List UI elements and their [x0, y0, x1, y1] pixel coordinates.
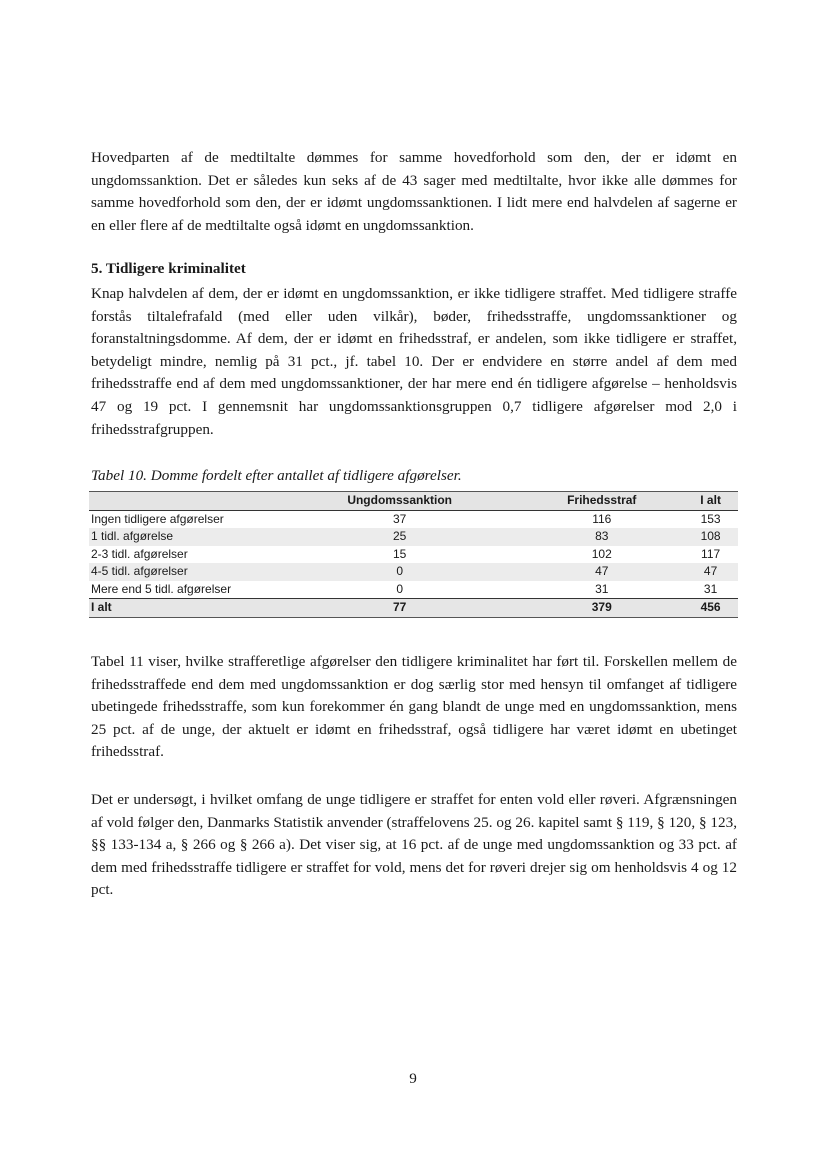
row-label: 1 tidl. afgørelse: [91, 529, 174, 543]
table-total-row: [89, 599, 738, 618]
cell-ungdomssanktion: 15: [392, 546, 407, 561]
total-label: I alt: [89, 599, 279, 618]
table-row: [89, 563, 738, 581]
column-header-i-alt: I alt: [683, 492, 738, 511]
paragraph-medtiltalte: Hovedparten af de medtiltalte dømmes for samme hovedforhold som den, der er idømt en ungdomssanktion. Det er således kun seks af de 43 sager med medtiltalte, hvor ikke alle dømmes for samme hovedforhold som den, der er idømt ungdomssanktionen. I lidt mere end halvdelen af sagerne er en eller flere af de medtiltalte også idømt en ungdomssanktion.: [91, 149, 737, 234]
row-label: 4-5 tidl. afgørelser: [91, 564, 188, 578]
table-10: [89, 491, 738, 618]
cell-i-alt: 153: [700, 511, 721, 526]
cell-ungdomssanktion: 37: [392, 511, 407, 526]
cell-i-alt: 108: [700, 529, 721, 543]
cell-ungdomssanktion: 25: [392, 529, 407, 543]
paragraph-tidligere-kriminalitet: Knap halvdelen af dem, der er idømt en ungdomssanktion, er ikke tidligere straffet. Med tidligere straffe forstås tiltalefrafald (med eller uden vilkår), bøder, frihedsstraffe, ungdomssanktioner og foranstaltningsdomme. Af dem, der er idømt en frihedsstraf, er andelen, som ikke tidligere er straffet, betydeligt mindre, nemlig på 31 pct., jf. tabel 10. Der er endvidere en større andel af dem med frihedsstraffe end af dem med ungdomssanktioner, der har mere end én tidligere afgørelse – henholdsvis 47 og 19 pct. I gennemsnit har ungdomssanktionsgruppen 0,7 tidligere afgørelser mod 2,0 i frihedsstrafgruppen.: [91, 285, 737, 438]
cell-i-alt: 117: [701, 546, 721, 561]
cell-frihedsstraf: 102: [591, 546, 612, 561]
paragraph-vold-roeveri: Det er undersøgt, i hvilket omfang de unge tidligere er straffet for enten vold eller røveri. Afgrænsningen af vold følger den, Danmarks Statistik anvender (straffelovens 25. og 26. kapitel samt § 119, § 120, § 123, §§ 133-134 a, § 266 og § 266 a). Det viser sig, at 16 pct. af de unge med ungdomssanktion og 33 pct. af dem med frihedsstraffe tidligere er straffet for vold, mens det for røveri drejer sig om henholdsvis 4 og 12 pct.: [91, 791, 737, 899]
total-frihedsstraf: 379: [520, 599, 683, 618]
total-i-alt: 456: [683, 599, 738, 618]
table-row: [89, 546, 738, 564]
table-row: [89, 528, 738, 546]
column-header-empty: [89, 492, 279, 511]
page-number: 9: [409, 1070, 417, 1087]
table-row: [89, 510, 738, 528]
section-heading: 5. Tidligere kriminalitet: [91, 260, 246, 277]
cell-i-alt: 31: [703, 581, 718, 596]
row-label: Ingen tidligere afgørelser: [91, 511, 224, 526]
row-label: Mere end 5 tidl. afgørelser: [91, 581, 232, 596]
column-header-ungdomssanktion: Ungdomssanktion: [279, 492, 520, 511]
paragraph-tabel-11: Tabel 11 viser, hvilke strafferetlige afgørelser den tidligere kriminalitet har ført til. Forskellen mellem de frihedsstraffede end dem med ungdomssanktion er dog særlig stor med hensyn til omfanget af tidligere ubetingede frihedsstraffe, som kun forekommer én gang blandt de unge med en ungdomssanktion, mens 25 pct. af de unge, der aktuelt er idømt en frihedsstraf, også tidligere har været idømt en ubetinget frihedsstraf.: [91, 653, 737, 761]
cell-frihedsstraf: 31: [595, 581, 609, 596]
cell-frihedsstraf: 116: [592, 511, 612, 526]
table-header-row: [89, 492, 738, 511]
table-caption: Tabel 10. Domme fordelt efter antallet af tidligere afgørelser.: [91, 467, 462, 484]
cell-ungdomssanktion: 0: [396, 581, 403, 596]
cell-ungdomssanktion: 0: [396, 564, 403, 578]
cell-i-alt: 47: [703, 564, 718, 578]
cell-frihedsstraf: 83: [595, 529, 609, 543]
column-header-frihedsstraf: Frihedsstraf: [520, 492, 683, 511]
total-ungdomssanktion: 77: [279, 599, 520, 618]
row-label: 2-3 tidl. afgørelser: [91, 546, 188, 561]
table-row: [89, 581, 738, 599]
cell-frihedsstraf: 47: [595, 564, 609, 578]
